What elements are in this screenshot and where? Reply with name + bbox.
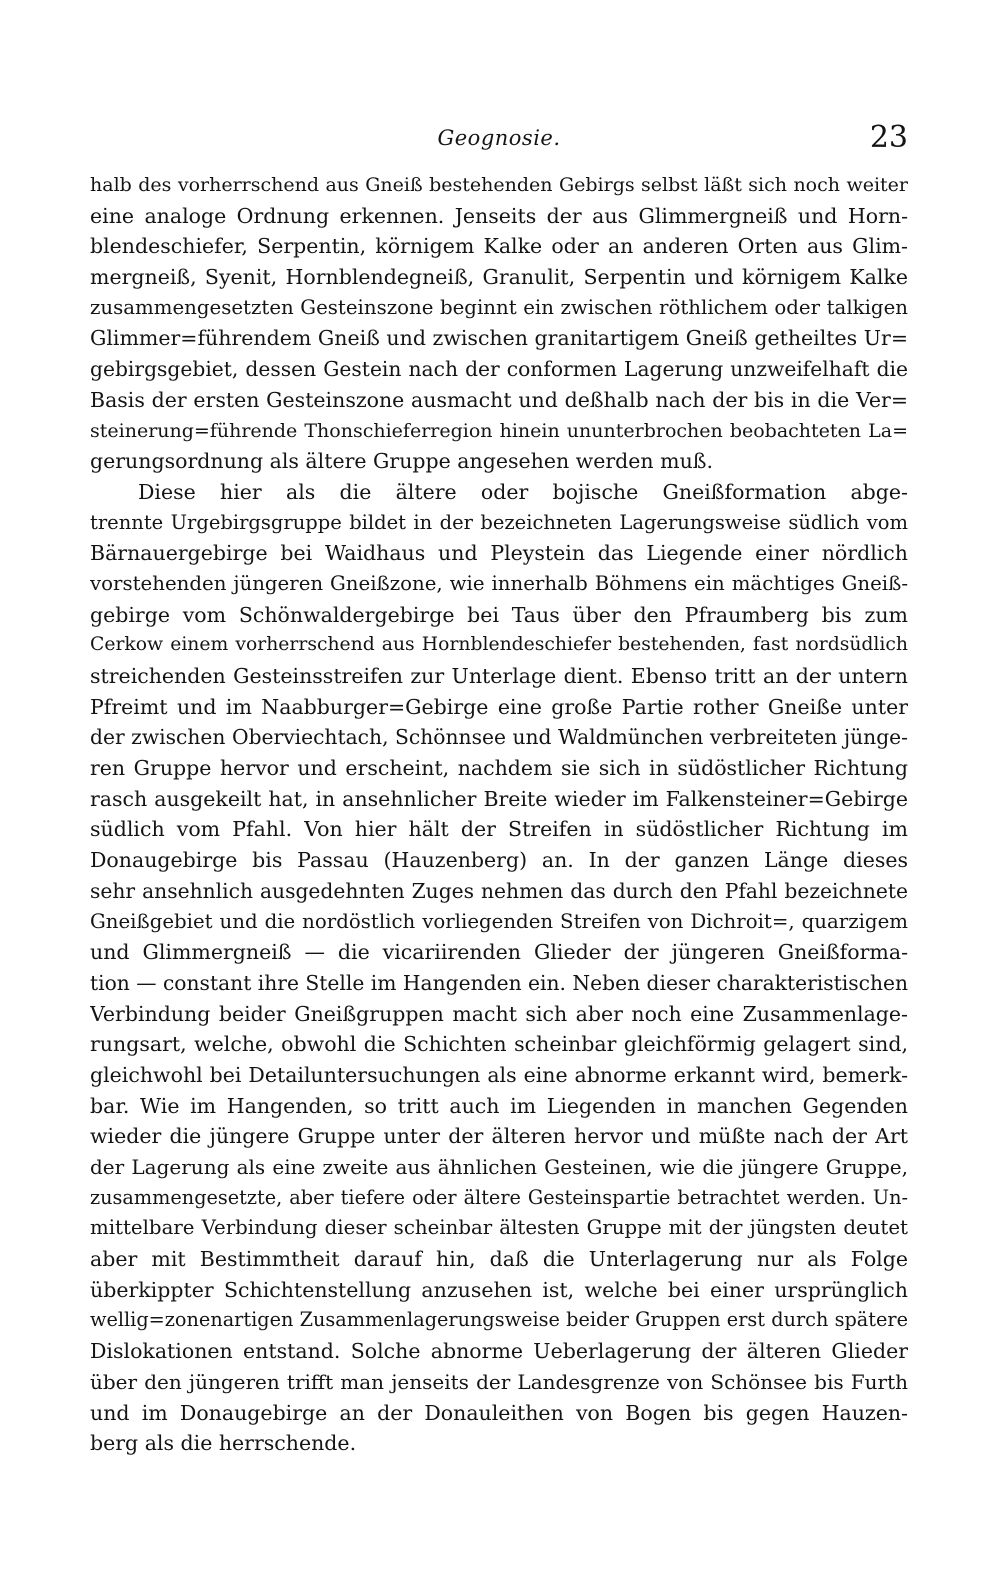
text-line: südlich vom Pfahl. Von hier hält der Streifen in südöstlicher Richtung im [90,817,908,842]
text-line: Gneißgebiet und die nordöstlich vorliegenden Streifen von Dichroit=, quarzigem [90,909,908,933]
text-line: mergneiß, Syenit, Hornblendegneiß, Granulit, Serpentin und körnigem Kalke [90,265,908,290]
text-line: der Lagerung als eine zweite aus ähnlichen Gesteinen, wie die jüngere Gruppe, [90,1155,908,1179]
text-line: gebirgsgebiet, dessen Gestein nach der conformen Lagerung unzweifelhaft die [90,357,908,382]
text-line: rungsart, welche, obwohl die Schichten scheinbar gleichförmig gelagert sind, [90,1032,908,1057]
text-line: Cerkow einem vorherrschend aus Hornblendeschiefer bestehenden, fast nordsüdlich [90,634,908,656]
text-line: und Glimmergneiß — die vicariirenden Glieder der jüngeren Gneißforma- [90,940,908,965]
body-text [90,170,908,1459]
text-line: streichenden Gesteinsstreifen zur Unterlage dient. Ebenso tritt an der untern [90,664,908,688]
text-line: zusammengesetzten Gesteinszone beginnt ein zwischen röthlichem oder talkigen [90,295,908,319]
text-line: Pfreimt und im Naabburger=Gebirge eine große Partie rother Gneiße unter [90,694,908,719]
text-line: Bärnauergebirge bei Waidhaus und Pleystein das Liegende einer nördlich [90,541,908,566]
text-line: vorstehenden jüngeren Gneißzone, wie innerhalb Böhmens ein mächtiges Gneiß- [90,571,908,595]
text-line: Verbindung beider Gneißgruppen macht sich aber noch eine Zusammenlage- [90,1001,908,1026]
text-line: zusammengesetzte, aber tiefere oder ältere Gesteinspartie betrachtet werden. Un- [90,1185,908,1209]
running-head: Geognosie. [437,126,561,150]
text-line: Donaugebirge bis Passau (Hauzenberg) an. In der ganzen Länge dieses [90,848,908,873]
text-line: gerungsordnung als ältere Gruppe angesehen werden muß. [90,449,713,474]
text-line: Glimmer=führendem Gneiß und zwischen granitartigem Gneiß getheiltes Ur= [90,326,908,351]
text-line: eine analoge Ordnung erkennen. Jenseits der aus Glimmergneiß und Horn- [90,203,908,228]
text-line: Diese hier als die ältere oder bojische Gneißformation abge- [138,479,908,504]
text-line: aber mit Bestimmtheit darauf hin, daß die Unterlagerung nur als Folge [90,1247,908,1272]
text-line: tion — constant ihre Stelle im Hangenden ein. Neben dieser charakteristischen [90,970,908,995]
text-line: gebirge vom Schönwaldergebirge bei Taus über den Pfraumberg bis zum [90,602,908,627]
text-line: wellig=zonenartigen Zusammenlagerungsweise beider Gruppen erst durch spätere [90,1308,908,1332]
text-line: wieder die jüngere Gruppe unter der älteren hervor und müßte nach der Art [90,1124,908,1149]
page-header [90,120,908,156]
text-line: Basis der ersten Gesteinszone ausmacht und deßhalb nach der bis in die Ver= [90,387,908,412]
text-line: und im Donaugebirge an der Donauleithen von Bogen bis gegen Hauzen- [90,1400,908,1425]
text-line: der zwischen Oberviechtach, Schönnsee und Waldmünchen verbreiteten jünge- [90,725,908,750]
text-line: gleichwohl bei Detailuntersuchungen als eine abnorme erkannt wird, bemerk- [90,1062,908,1087]
page-number: 23 [869,120,908,155]
text-line: mittelbare Verbindung dieser scheinbar ältesten Gruppe mit der jüngsten deutet [90,1216,908,1240]
text-line: rasch ausgekeilt hat, in ansehnlicher Breite wieder im Falkensteiner=Gebirge [90,786,908,811]
text-line: blendeschiefer, Serpentin, körnigem Kalke oder an anderen Orten aus Glim- [90,234,908,259]
text-line: überkippter Schichtenstellung anzusehen ist, welche bei einer ursprünglich [90,1277,908,1302]
text-line: berg als die herrschende. [90,1431,357,1456]
text-line: über den jüngeren trifft man jenseits der Landesgrenze von Schönsee bis Furth [90,1369,908,1394]
text-line: sehr ansehnlich ausgedehnten Zuges nehmen das durch den Pfahl bezeichnete [90,878,908,903]
text-line: trennte Urgebirgsgruppe bildet in der bezeichneten Lagerungsweise südlich vom [90,510,908,534]
text-line: ren Gruppe hervor und erscheint, nachdem sie sich in südöstlicher Richtung [90,756,908,781]
text-line: bar. Wie im Hangenden, so tritt auch im Liegenden in manchen Gegenden [90,1093,908,1118]
text-line: Dislokationen entstand. Solche abnorme Ueberlagerung der älteren Glieder [90,1339,908,1364]
text-line: steinerung=führende Thonschieferregion hinein ununterbrochen beobachteten La= [90,419,908,442]
text-line: halb des vorherrschend aus Gneiß bestehenden Gebirgs selbst läßt sich noch weiter [90,174,908,196]
